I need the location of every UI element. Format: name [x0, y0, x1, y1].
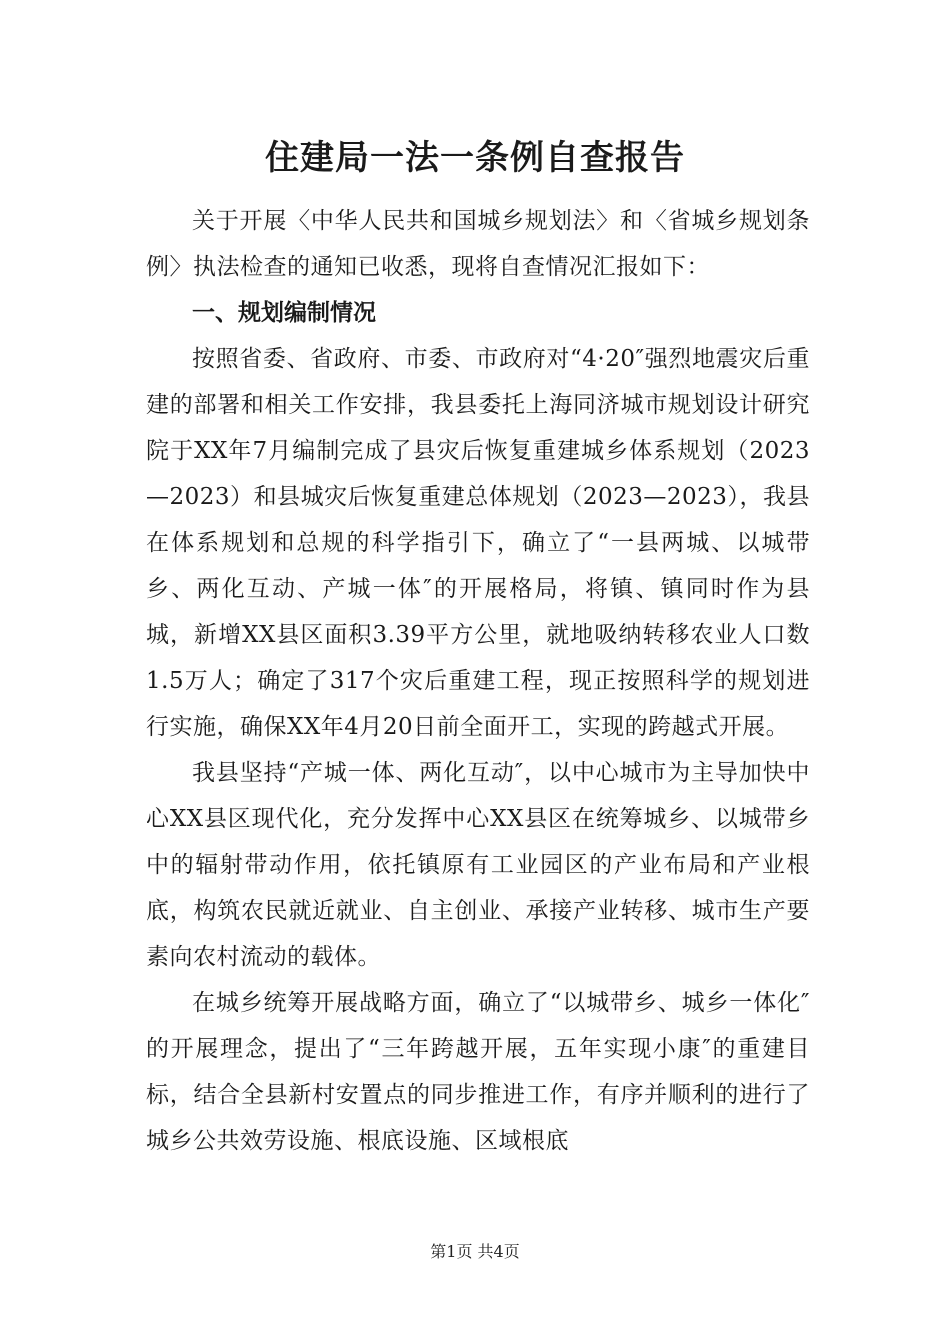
body-paragraph-2: 我县坚持“产城一体、两化互动″，以中心城市为主导加快中心XX县区现代化，充分发挥中心XX县区在统筹城乡、以城带乡中的辐射带动作用，依托镇原有工业园区的产业布局和产业根底，构筑农民就近就业、自主创业、承接产业转移、城市生产要素向农村流动的载体。 — [146, 760, 810, 970]
document-title: 住建局一法一条例自查报告 — [265, 138, 685, 178]
page-footer: 第1页 共4页 — [430, 1242, 520, 1261]
body-paragraph-3: 在城乡统筹开展战略方面，确立了“以城带乡、城乡一体化″的开展理念，提出了“三年跨越开展，五年实现小康″的重建目标，结合全县新村安置点的同步推进工作，有序并顺利的进行了城乡公共效劳设施、根底设施、区域根底 — [146, 990, 810, 1154]
document-body — [146, 198, 810, 1164]
section-heading: 一、规划编制情况 — [192, 300, 376, 326]
intro-paragraph: 关于开展〈中华人民共和国城乡规划法〉和〈省城乡规划条例〉执法检查的通知已收悉，现将自查情况汇报如下： — [146, 208, 810, 280]
body-paragraph-1: 按照省委、省政府、市委、市政府对“4·20″强烈地震灾后重建的部署和相关工作安排，我县委托上海同济城市规划设计研究院于XX年7月编制完成了县灾后恢复重建城乡体系规划（2023—2023）和县城灾后恢复重建总体规划（2023—2023），我县在体系规划和总规的科学指引下，确立了“一县两城、以城带乡、两化互动、产城一体″的开展格局，将镇、镇同时作为县城，新增XX县区面积3.39平方公里，就地吸纳转移农业人口数1.5万人；确定了317个灾后重建工程，现正按照科学的规划进行实施，确保XX年4月20日前全面开工，实现的跨越式开展。 — [146, 346, 810, 740]
